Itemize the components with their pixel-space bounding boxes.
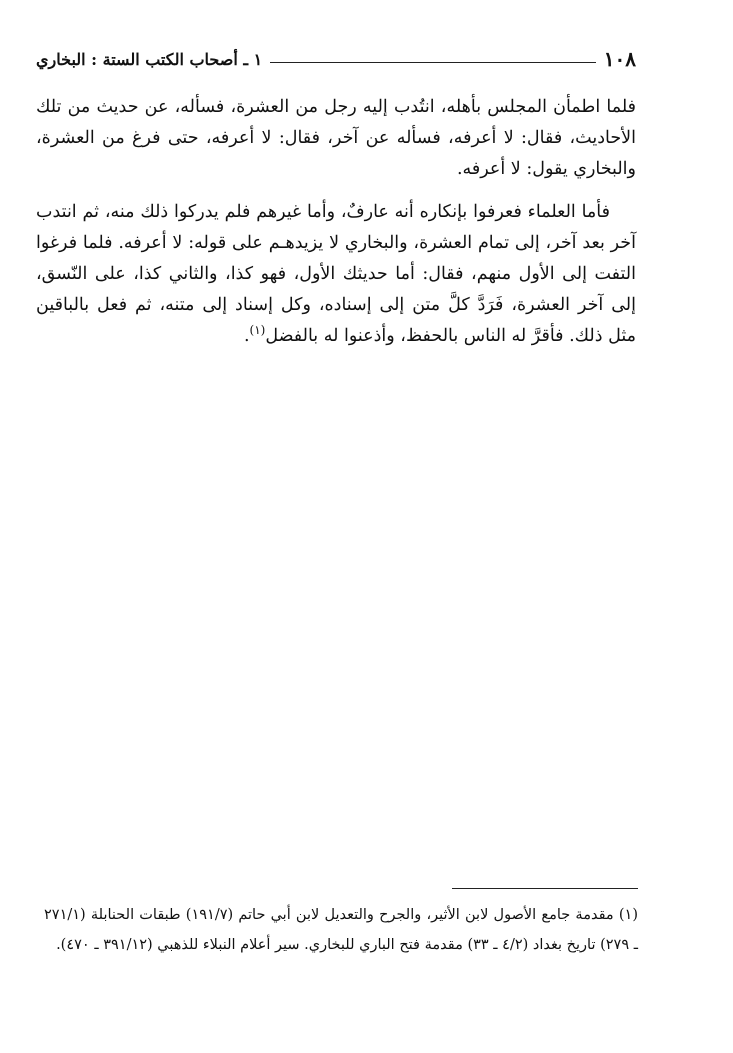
paragraph-2-end: . <box>243 326 250 346</box>
main-text <box>36 92 636 364</box>
footnote-reference[interactable]: (١) <box>249 323 266 338</box>
paragraph-2-text: فأما العلماء فعرفوا بإنكاره أنه عارفٌ، وأما غيرهم فلم يدركوا ذلك منه، ثم انتدب آخر بعد آخر، إلى تمام العشرة، والبخاري لا يزيدهـم على قوله: لا أعرفه. فلما فرغوا التفت إلى الأول منهم، فقال: أما حديثك الأول، فهو كذا، والثاني كذا، على النّسق، إلى آخر العشرة، فَرَدَّ كلَّ متن إلى إسناده، وكل إسناد إلى متنه، ثم فعل بالباقين مثل ذلك. فأقرَّ له الناس بالحفظ، وأذعنوا له بالفضل <box>36 202 636 346</box>
footnote <box>44 900 638 960</box>
footnote-separator <box>452 888 638 889</box>
paragraph-1-text: فلما اطمأن المجلس بأهله، انتُدب إليه رجل من العشرة، فسأله، عن حديث من تلك الأحاديث، فقال: لا أعرفه، فسأله عن آخر، فقال: لا أعرفه، حتى فرغ من العشرة، والبخاري يقول: لا أعرفه. <box>36 97 636 179</box>
page-header <box>36 44 636 74</box>
footnote-text: مقدمة جامع الأصول لابن الأثير، والجرح والتعديل لابن أبي حاتم (١٩١/٧) طبقات الحنابلة (٢٧١/١ ـ ٢٧٩) تاريخ بغداد (٤/٢ ـ ٣٣) مقدمة فتح الباري للبخاري. سير أعلام النبلاء للذهبي (٣٩١/١٢ ـ ٤٧٠). <box>44 907 638 953</box>
page-number: ١٠٨ <box>603 47 636 71</box>
paragraph-1 <box>36 92 636 185</box>
footnote-number: (١) <box>618 907 638 923</box>
paragraph-2 <box>36 197 636 352</box>
header-rule <box>270 62 596 63</box>
running-title: ١ ـ أصحاب الكتب الستة : البخاري <box>36 49 263 69</box>
